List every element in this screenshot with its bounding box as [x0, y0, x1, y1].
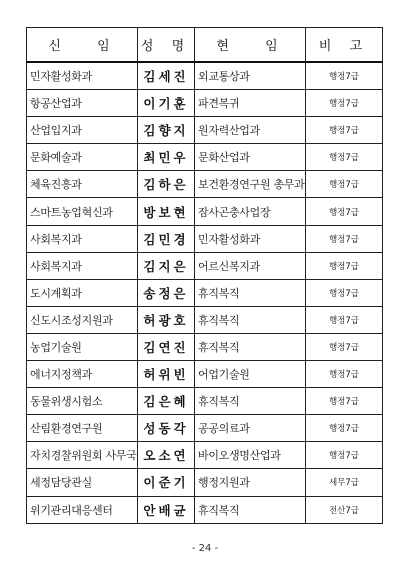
cell-current-post: 바이오생명산업과 [195, 442, 306, 469]
cell-new-post: 문화예술과 [27, 144, 138, 171]
cell-current-post: 어업기술원 [195, 361, 306, 388]
personnel-table [26, 27, 383, 524]
cell-note: 행정7급 [306, 90, 383, 117]
table-row [27, 117, 383, 144]
cell-new-post: 산업입지과 [27, 117, 138, 144]
table-row [27, 469, 383, 496]
cell-name: 김은혜 [138, 388, 195, 415]
cell-new-post: 사회복지과 [27, 252, 138, 279]
cell-new-post: 체육진흥과 [27, 171, 138, 198]
table-row [27, 62, 383, 90]
page-number: - 24 - [191, 543, 219, 554]
cell-new-post: 산림환경연구원 [27, 415, 138, 442]
cell-name: 허광호 [138, 306, 195, 333]
cell-note: 행정7급 [306, 361, 383, 388]
cell-note: 행정7급 [306, 442, 383, 469]
cell-current-post: 휴직복직 [195, 333, 306, 360]
cell-note: 전산7급 [306, 496, 383, 523]
cell-new-post: 세정담당관실 [27, 469, 138, 496]
table-row [27, 225, 383, 252]
header-current-post: 현 임 [195, 28, 306, 63]
cell-current-post: 휴직복직 [195, 279, 306, 306]
cell-note: 행정7급 [306, 225, 383, 252]
table-row [27, 388, 383, 415]
cell-new-post: 자치경찰위원회 사무국 [27, 442, 138, 469]
cell-current-post: 파견복귀 [195, 90, 306, 117]
cell-name: 허위빈 [138, 361, 195, 388]
header-new-post: 신 임 [27, 28, 138, 63]
cell-name: 성동각 [138, 415, 195, 442]
table-row [27, 144, 383, 171]
cell-note: 세무7급 [306, 469, 383, 496]
cell-current-post: 행정지원과 [195, 469, 306, 496]
table-row [27, 333, 383, 360]
cell-name: 김민경 [138, 225, 195, 252]
cell-current-post: 잠사곤충사업장 [195, 198, 306, 225]
table-row [27, 171, 383, 198]
cell-name: 최민우 [138, 144, 195, 171]
cell-note: 행정7급 [306, 333, 383, 360]
cell-name: 김세진 [138, 62, 195, 90]
cell-note: 행정7급 [306, 171, 383, 198]
header-name: 성 명 [138, 28, 195, 63]
cell-current-post: 휴직복직 [195, 496, 306, 523]
table-row [27, 90, 383, 117]
cell-new-post: 스마트농업혁신과 [27, 198, 138, 225]
cell-new-post: 민자활성화과 [27, 62, 138, 90]
cell-new-post: 에너지정책과 [27, 361, 138, 388]
table-row [27, 415, 383, 442]
cell-current-post: 보건환경연구원 총무과 [195, 171, 306, 198]
table-row [27, 198, 383, 225]
cell-current-post: 민자활성화과 [195, 225, 306, 252]
cell-note: 행정7급 [306, 279, 383, 306]
cell-name: 김지은 [138, 252, 195, 279]
cell-name: 김향지 [138, 117, 195, 144]
cell-name: 방보현 [138, 198, 195, 225]
cell-name: 오소연 [138, 442, 195, 469]
cell-note: 행정7급 [306, 117, 383, 144]
cell-name: 김연진 [138, 333, 195, 360]
cell-name: 김하은 [138, 171, 195, 198]
cell-note: 행정7급 [306, 306, 383, 333]
header-row [27, 28, 383, 63]
cell-current-post: 휴직복직 [195, 306, 306, 333]
cell-current-post: 외교통상과 [195, 62, 306, 90]
table-row [27, 442, 383, 469]
cell-new-post: 사회복지과 [27, 225, 138, 252]
cell-note: 행정7급 [306, 198, 383, 225]
header-note: 비 고 [306, 28, 383, 63]
cell-new-post: 동물위생시험소 [27, 388, 138, 415]
table-row [27, 496, 383, 523]
cell-new-post: 신도시조성지원과 [27, 306, 138, 333]
table-row [27, 252, 383, 279]
cell-current-post: 공공의료과 [195, 415, 306, 442]
table-row [27, 306, 383, 333]
cell-note: 행정7급 [306, 144, 383, 171]
table-row [27, 361, 383, 388]
cell-note: 행정7급 [306, 388, 383, 415]
cell-current-post: 원자력산업과 [195, 117, 306, 144]
cell-note: 행정7급 [306, 62, 383, 90]
cell-name: 안배균 [138, 496, 195, 523]
table-body [27, 62, 383, 523]
table-header [27, 28, 383, 63]
table-row [27, 279, 383, 306]
cell-name: 이준기 [138, 469, 195, 496]
cell-new-post: 도시계획과 [27, 279, 138, 306]
cell-current-post: 어르신복지과 [195, 252, 306, 279]
cell-note: 행정7급 [306, 415, 383, 442]
cell-new-post: 위기관리대응센터 [27, 496, 138, 523]
cell-current-post: 휴직복직 [195, 388, 306, 415]
cell-note: 행정7급 [306, 252, 383, 279]
cell-new-post: 항공산업과 [27, 90, 138, 117]
cell-name: 이기훈 [138, 90, 195, 117]
cell-new-post: 농업기술원 [27, 333, 138, 360]
cell-current-post: 문화산업과 [195, 144, 306, 171]
cell-name: 송정은 [138, 279, 195, 306]
